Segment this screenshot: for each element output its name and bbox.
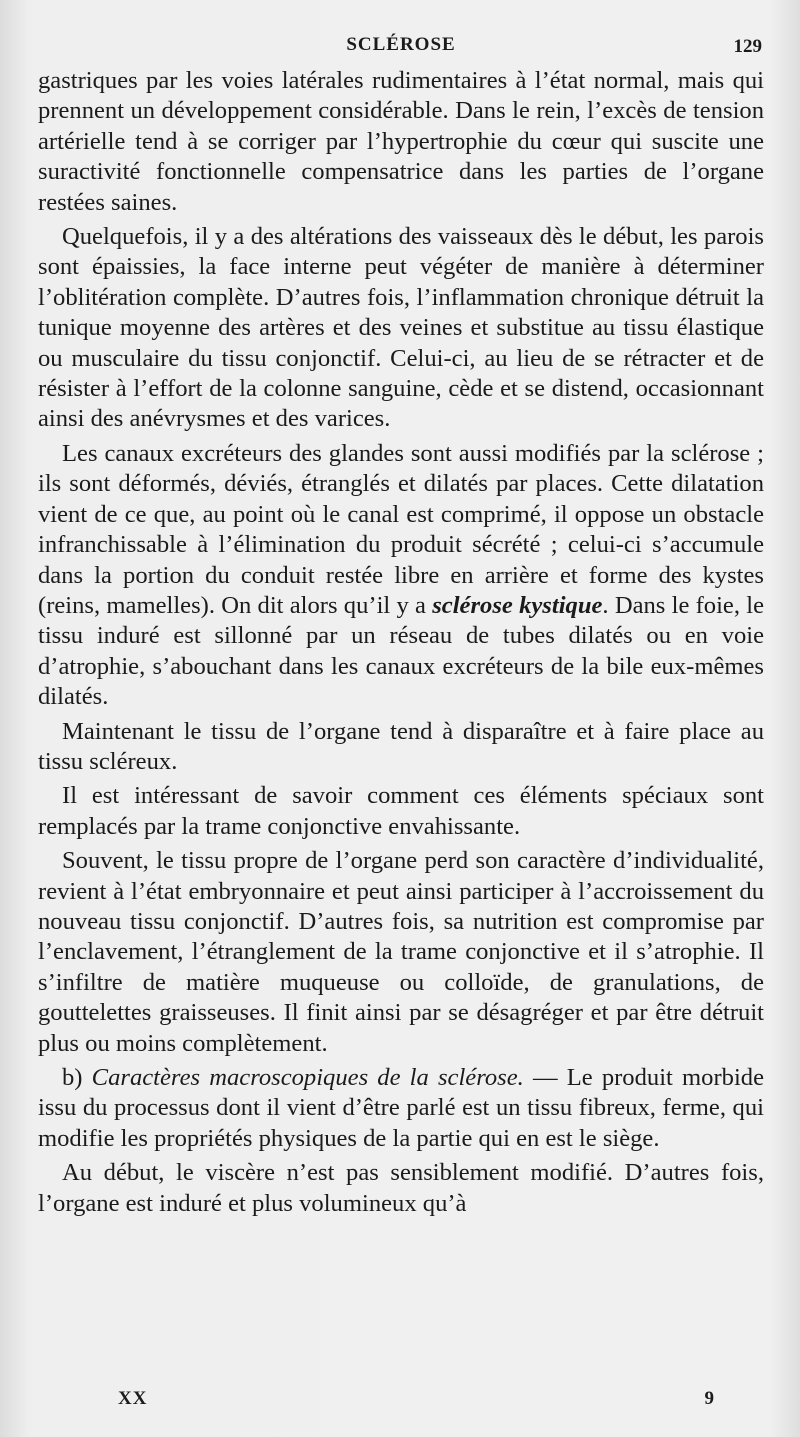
paragraph-replacement-question: Il est intéressant de savoir comment ces éléments spéciaux sont remplacés par la trame conjonctive envahissante. bbox=[38, 782, 764, 840]
paragraph-excretory-canals-text-2: . Dans le foie, le tissu induré est sillonné par un réseau de tubes dilatés ou en voie d’atrophie, s’abouchant dans les canaux excréteurs de la bile eux-mêmes dilatés. bbox=[38, 591, 764, 711]
section-macroscopic-characters bbox=[38, 1063, 764, 1154]
paragraph-tissue-replacement: Maintenant le tissu de l’organe tend à disparaître et à faire place au tissu scléreux. bbox=[38, 717, 764, 775]
paragraph-individuality: Souvent, le tissu propre de l’organe perd son caractère d’individualité, revient à l’état embryonnaire et peut ainsi participer à l’accroissement du nouveau tissu conjonctif. D’autres fois, sa nutrition est compromise par l’enclavement, l’étranglement de la trame conjonctive et il s’atrophie. Il s’infiltre de matière muqueuse ou colloïde, de granulations, de gouttelettes graisseuses. Il finit ainsi par se désagréger et par être détruit plus ou moins complètement. bbox=[38, 847, 764, 1057]
page-footer bbox=[118, 1388, 714, 1416]
paragraph-continued: gastriques par les voies latérales rudimentaires à l’état normal, mais qui prennent un développement considérable. Dans le rein, l’excès de tension artérielle tend à se corriger par l’hypertrophie du cœur qui suscite une suractivité fonctionnelle compensatrice dans les parties de l’organe restées saines. bbox=[38, 67, 764, 216]
section-title: Caractères macroscopiques de la sclérose. bbox=[91, 1064, 524, 1091]
page-number: 129 bbox=[733, 36, 762, 57]
paragraph-excretory-canals bbox=[38, 439, 764, 713]
paragraph-excretory-canals-text-1: Les canaux excréteurs des glandes sont aussi modifiés par la sclérose ; ils sont déformés, déviés, étranglés et dilatés par places. Cette dilatation vient de ce que, au point où le canal est comprimé, il oppose un obstacle infranchissable à l’élimination du produit sécrété ; celui-ci s’accumule dans la portion du conduit restée libre en arrière et forme des kystes (reins, mamelles). On dit alors qu’il y a bbox=[38, 439, 764, 619]
paragraph-early-stage: Au début, le viscère n’est pas sensiblement modifié. D’autres fois, l’organe est induré et plus volumineux qu’à bbox=[38, 1159, 764, 1217]
body-text bbox=[38, 66, 764, 1219]
sheet-number: 9 bbox=[704, 1388, 714, 1409]
running-head bbox=[38, 30, 764, 66]
paragraph-vascular-alterations: Quelquefois, il y a des altérations des vaisseaux dès le début, les parois sont épaissies, la face interne peut végéter de manière à déterminer l’oblitération complète. D’autres fois, l’inflammation chronique détruit la tunique moyenne des artères et des veines et substitue au tissu élastique ou musculaire du tissu conjonctif. Celui-ci, au lieu de se rétracter et de résister à l’effort de la colonne sanguine, cède et se distend, occasionnant ainsi des anévrysmes et des varices. bbox=[38, 223, 764, 433]
signature-mark: XX bbox=[118, 1388, 148, 1409]
term-sclerose-kystique: sclérose kystique bbox=[432, 591, 603, 619]
running-title: SCLÉROSE bbox=[346, 34, 456, 55]
section-label: b) bbox=[62, 1064, 83, 1091]
section-text: — Le produit morbide issu du processus dont il vient d’être parlé est un tissu fibreux, ferme, qui modifie les propriétés physiques de la partie qui en est le siège. bbox=[38, 1064, 764, 1152]
